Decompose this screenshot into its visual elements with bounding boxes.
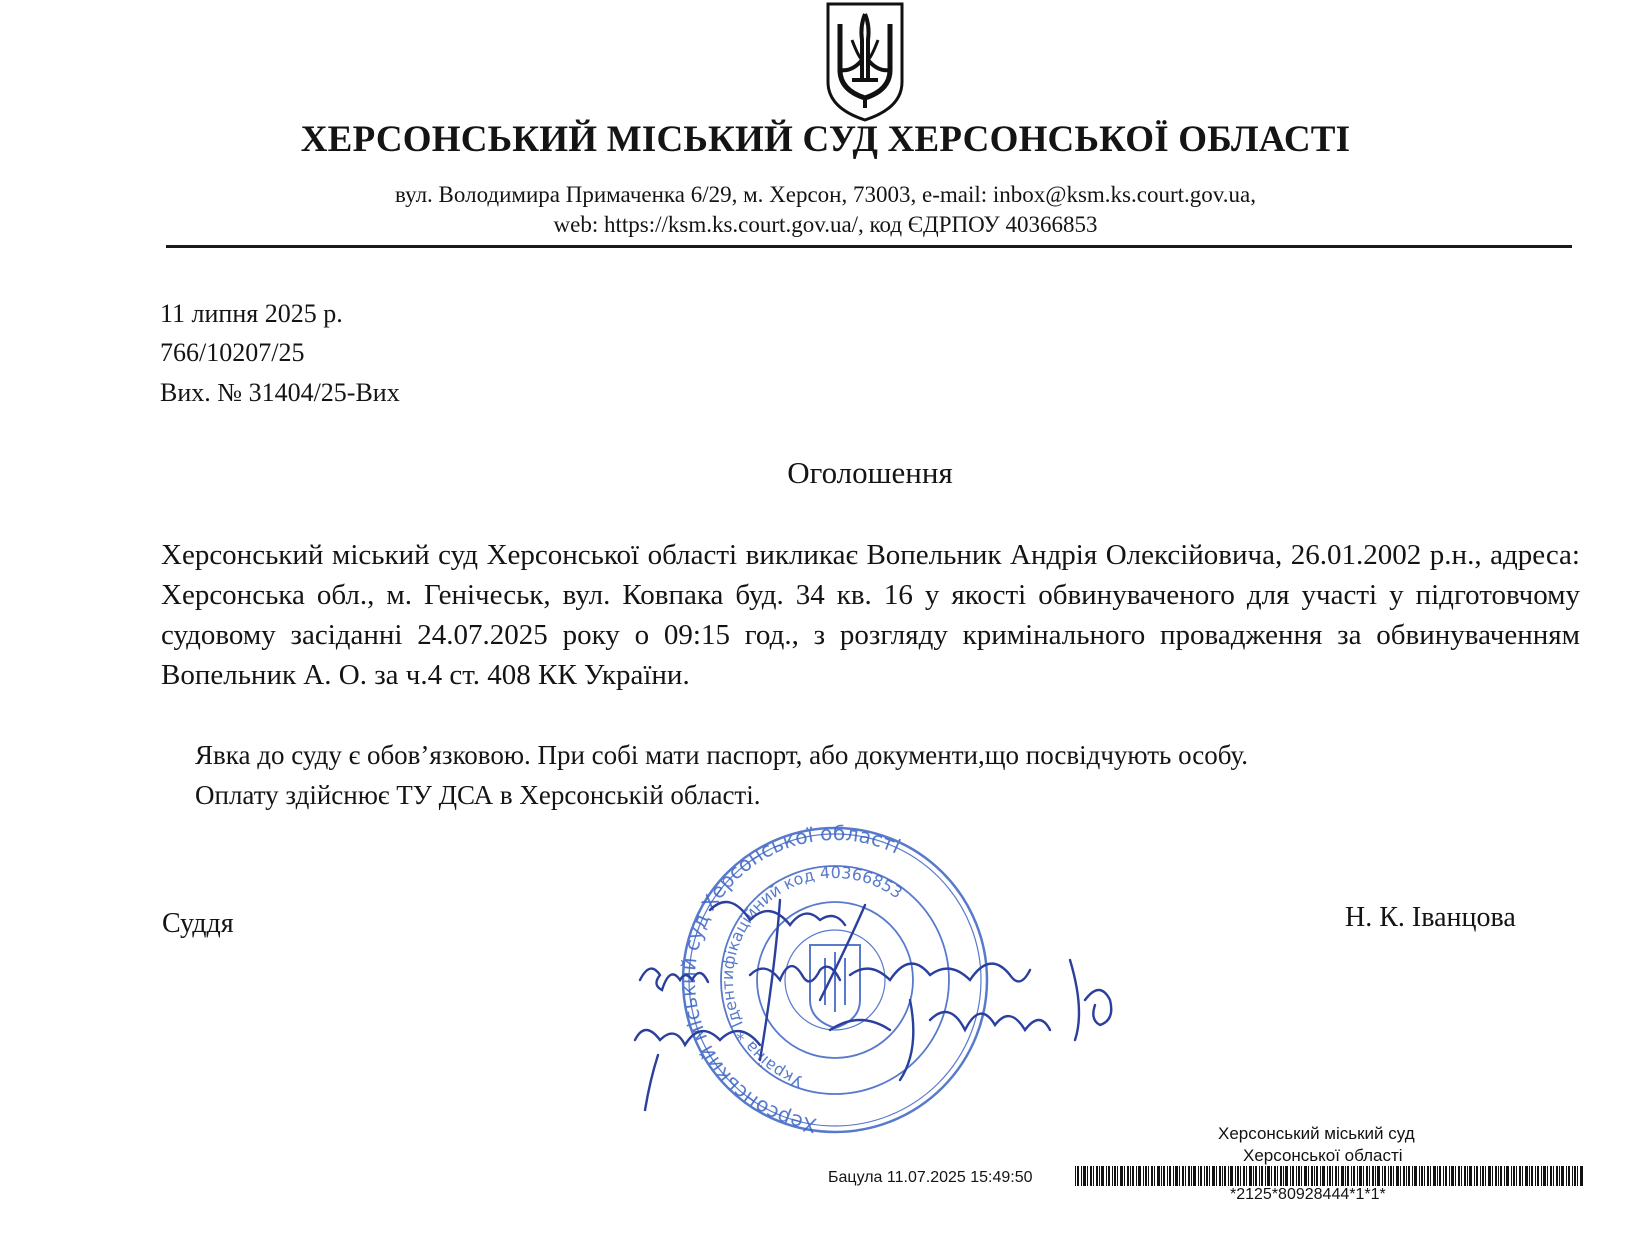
- document-date: 11 липня 2025 р.: [160, 299, 343, 328]
- seal-inner-text: Україна * Ідентифікаційний код 40366853: [717, 862, 906, 1092]
- court-title: ХЕРСОНСЬКИЙ МІСЬКИЙ СУД ХЕРСОНСЬКОЇ ОБЛАСТІ: [300, 119, 1351, 160]
- court-seal-icon: [660, 820, 1010, 1140]
- registration-org-line-1: Херсонський міський суд: [1218, 1124, 1415, 1143]
- announcement-heading: Оголошення: [787, 455, 953, 490]
- outgoing-number: Вих. № 31404/25-Вих: [160, 378, 400, 407]
- announcement-paragraph-1: Херсонський міський суд Херсонської області викликає Вопельник Андрія Олексійовича, 26.01.2002 р.н., адреса: Херсонська обл., м. Генічеськ, вул. Ковпака буд. 34 кв. 16 у якості обвинуваченого для участі у підготовчому судовому засіданні 24.07.2025 року о 09:15 год., з розгляду кримінального провадження за обвинуваченням Вопельник А. О. за ч.4 ст. 408 КК України.: [161, 539, 1580, 691]
- barcode-icon: [1075, 1166, 1583, 1186]
- seal-outer-text: Херсонський міський суд Херсонської області: [675, 820, 905, 1138]
- announcement-paragraph-2: Явка до суду є обов’язковою. При собі мати паспорт, або документи,що посвідчують особу.: [195, 740, 1249, 770]
- header-divider: [166, 245, 1572, 248]
- judge-role: Суддя: [162, 908, 234, 939]
- court-contacts: web: https://ksm.ks.court.gov.ua/, код ЄДРПОУ 40366853: [553, 212, 1098, 237]
- announcement-paragraph-3: Оплату здійснює ТУ ДСА в Херсонській області.: [195, 780, 761, 810]
- judge-name: Н. К. Іванцова: [1345, 902, 1516, 933]
- barcode-number: *2125*80928444*1*1*: [1230, 1186, 1386, 1203]
- case-number: 766/10207/25: [160, 338, 305, 367]
- registration-org-line-2: Херсонської області: [1243, 1146, 1403, 1165]
- registration-stamp: Бацула 11.07.2025 15:49:50: [828, 1169, 1033, 1186]
- trident-icon: [822, 0, 908, 122]
- court-address: вул. Володимира Примаченка 6/29, м. Херсон, 73003, e-mail: inbox@ksm.ks.court.gov.ua,: [395, 182, 1256, 207]
